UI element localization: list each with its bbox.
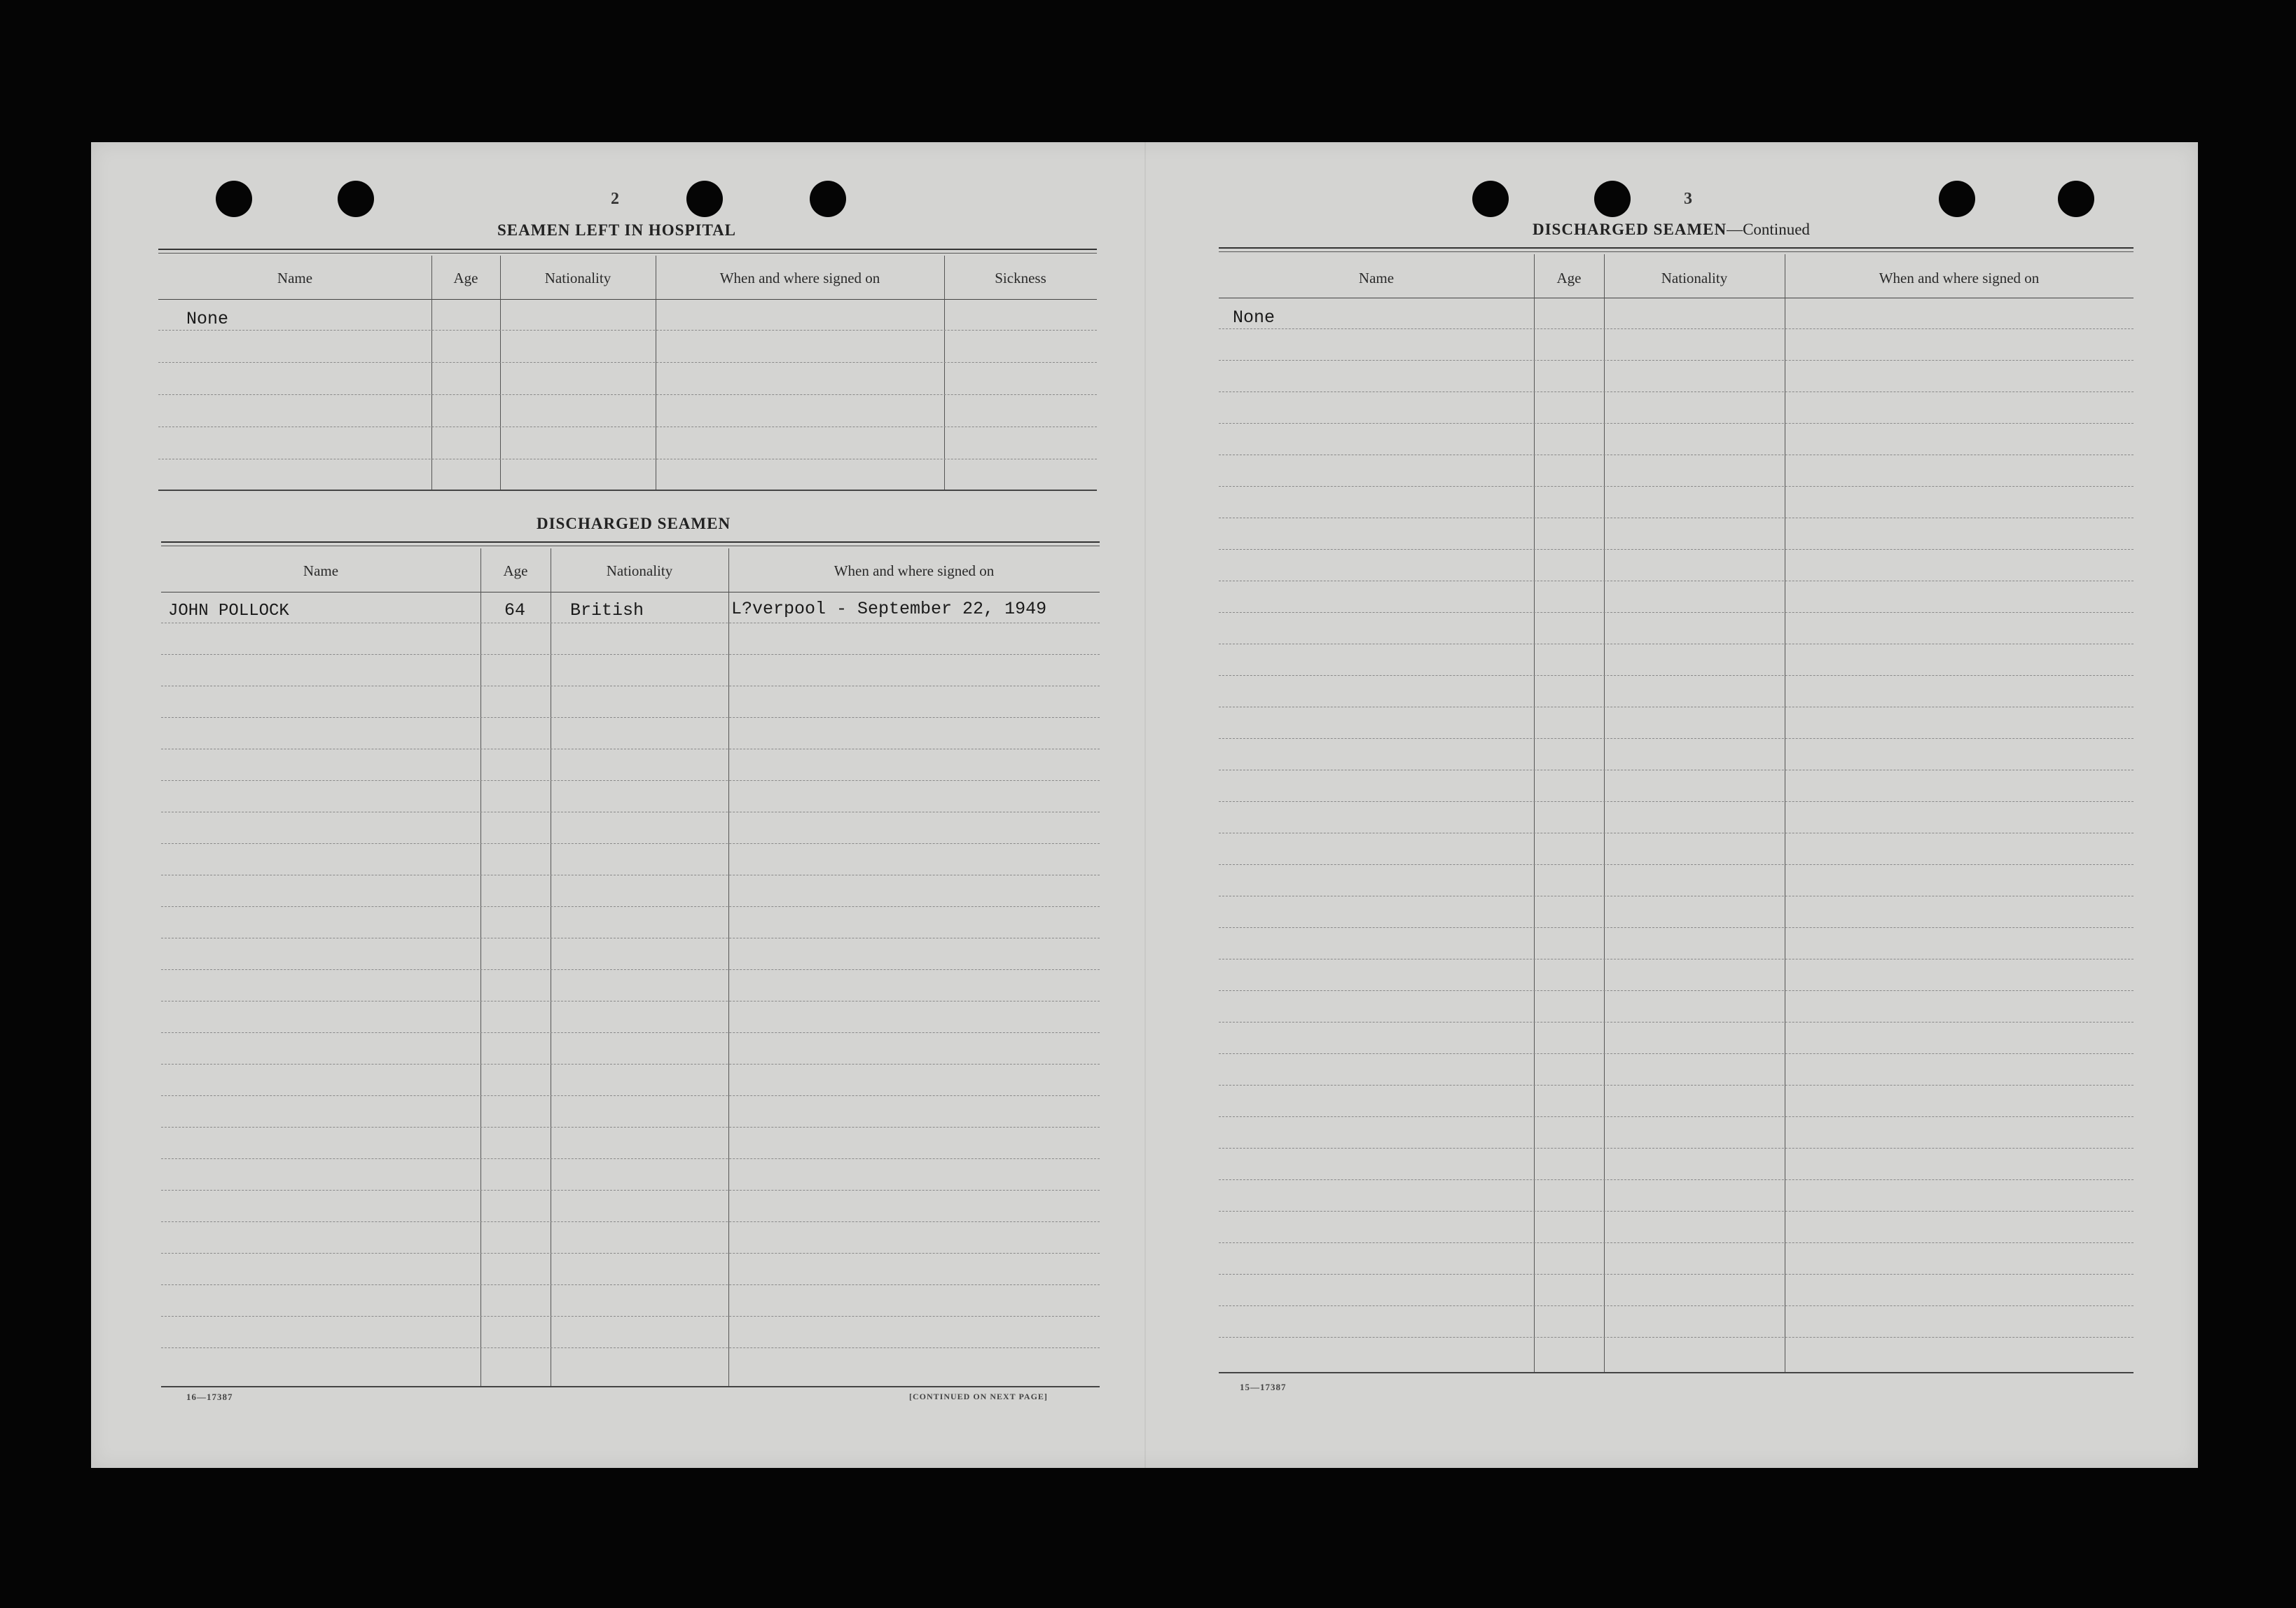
seaman-age: 64 bbox=[504, 600, 526, 621]
col-header-nationality: Nationality bbox=[606, 562, 673, 579]
row-line bbox=[161, 1032, 1100, 1033]
section-title-hospital bbox=[497, 221, 736, 240]
row-line bbox=[1219, 1242, 2134, 1243]
col-header-signed-on: When and where signed on bbox=[834, 562, 995, 579]
col-divider bbox=[431, 256, 432, 490]
row-line bbox=[1219, 1053, 2134, 1054]
row-line bbox=[161, 1316, 1100, 1317]
row-line bbox=[1219, 1179, 2134, 1180]
discharged-continued-table bbox=[1219, 247, 2134, 1375]
discharged-continued-title: DISCHARGED SEAMEN bbox=[1533, 221, 1727, 238]
row-line bbox=[1219, 549, 2134, 550]
header-rule bbox=[158, 299, 1097, 300]
row-line bbox=[161, 1347, 1100, 1348]
col-header-name: Name bbox=[277, 270, 313, 286]
row-line bbox=[158, 394, 1097, 395]
row-line bbox=[1219, 1274, 2134, 1275]
table-top-rule bbox=[158, 249, 1097, 254]
row-line bbox=[1219, 1305, 2134, 1306]
col-header-signed-on: When and where signed on bbox=[1879, 270, 2040, 286]
row-line bbox=[1219, 675, 2134, 676]
table-bottom-rule bbox=[158, 490, 1097, 491]
punch-hole bbox=[216, 181, 252, 217]
row-line bbox=[1219, 360, 2134, 361]
punch-hole bbox=[1472, 181, 1509, 217]
col-header-nationality: Nationality bbox=[544, 270, 611, 286]
punch-hole bbox=[810, 181, 846, 217]
table-top-rule bbox=[1219, 247, 2134, 252]
row-line bbox=[1219, 1022, 2134, 1023]
col-divider bbox=[728, 548, 729, 1387]
seaman-name: JOHN POLLOCK bbox=[168, 602, 289, 621]
row-line bbox=[161, 1064, 1100, 1065]
col-divider bbox=[1604, 254, 1605, 1373]
row-line bbox=[161, 969, 1100, 970]
col-header-name: Name bbox=[1358, 270, 1395, 286]
row-line bbox=[161, 1127, 1100, 1128]
row-line bbox=[1219, 738, 2134, 739]
row-line bbox=[161, 1284, 1100, 1285]
form-code: 16—17387 bbox=[186, 1392, 233, 1402]
discharged-table bbox=[161, 541, 1100, 1389]
row-line bbox=[161, 1158, 1100, 1159]
document-sheet bbox=[91, 142, 2198, 1468]
col-header-age: Age bbox=[503, 562, 528, 579]
row-line bbox=[1219, 1085, 2134, 1086]
row-line bbox=[161, 717, 1100, 718]
table-bottom-rule bbox=[1219, 1372, 2134, 1373]
punch-hole bbox=[1939, 181, 1975, 217]
col-divider bbox=[944, 256, 945, 490]
discharged-continued-entry-none: None bbox=[1233, 307, 1275, 328]
punch-hole bbox=[1594, 181, 1631, 217]
table-top-rule bbox=[161, 541, 1100, 546]
col-header-age: Age bbox=[1556, 270, 1582, 286]
row-line bbox=[161, 906, 1100, 907]
row-line bbox=[161, 843, 1100, 844]
row-line bbox=[161, 654, 1100, 655]
row-line bbox=[161, 1221, 1100, 1222]
row-line bbox=[1219, 990, 2134, 991]
col-header-name: Name bbox=[303, 562, 339, 579]
form-code: 15—17387 bbox=[1240, 1382, 1287, 1392]
discharged-title: DISCHARGED SEAMEN bbox=[537, 515, 731, 532]
page-number: 2 bbox=[611, 190, 619, 208]
col-header-age: Age bbox=[453, 270, 478, 286]
punch-hole bbox=[2058, 181, 2094, 217]
col-header-nationality: Nationality bbox=[1661, 270, 1728, 286]
row-line bbox=[161, 1095, 1100, 1096]
row-line bbox=[1219, 927, 2134, 928]
row-line bbox=[158, 362, 1097, 363]
page-fold bbox=[1144, 142, 1146, 1468]
punch-hole bbox=[338, 181, 374, 217]
col-divider bbox=[1534, 254, 1535, 1373]
row-line bbox=[1219, 1116, 2134, 1117]
seaman-signed-on: L?verpool - September 22, 1949 bbox=[731, 599, 1047, 619]
row-line bbox=[1219, 486, 2134, 487]
row-line bbox=[1219, 328, 2134, 329]
continued-note: [CONTINUED ON NEXT PAGE] bbox=[909, 1392, 1048, 1401]
section-title-discharged bbox=[537, 515, 731, 533]
seaman-nationality: British bbox=[570, 600, 644, 621]
page-number: 3 bbox=[1684, 190, 1692, 208]
row-line bbox=[1219, 423, 2134, 424]
row-line bbox=[1219, 1211, 2134, 1212]
row-line bbox=[158, 330, 1097, 331]
row-line bbox=[1219, 391, 2134, 392]
table-bottom-rule bbox=[161, 1386, 1100, 1387]
col-header-signed-on: When and where signed on bbox=[719, 270, 880, 286]
row-line bbox=[1219, 801, 2134, 802]
hospital-table bbox=[158, 249, 1097, 494]
row-line bbox=[1219, 864, 2134, 865]
row-line bbox=[161, 780, 1100, 781]
row-line bbox=[1219, 1148, 2134, 1149]
hospital-title: SEAMEN LEFT IN HOSPITAL bbox=[497, 221, 737, 239]
row-line bbox=[1219, 1337, 2134, 1338]
col-divider bbox=[500, 256, 501, 490]
row-line bbox=[1219, 612, 2134, 613]
section-title-discharged-continued bbox=[1533, 221, 1810, 239]
col-divider bbox=[480, 548, 481, 1387]
row-line bbox=[161, 1190, 1100, 1191]
hospital-entry-none: None bbox=[186, 309, 229, 329]
col-header-sickness: Sickness bbox=[995, 270, 1046, 286]
continued-suffix: —Continued bbox=[1727, 221, 1810, 238]
punch-hole bbox=[686, 181, 723, 217]
row-line bbox=[161, 1253, 1100, 1254]
